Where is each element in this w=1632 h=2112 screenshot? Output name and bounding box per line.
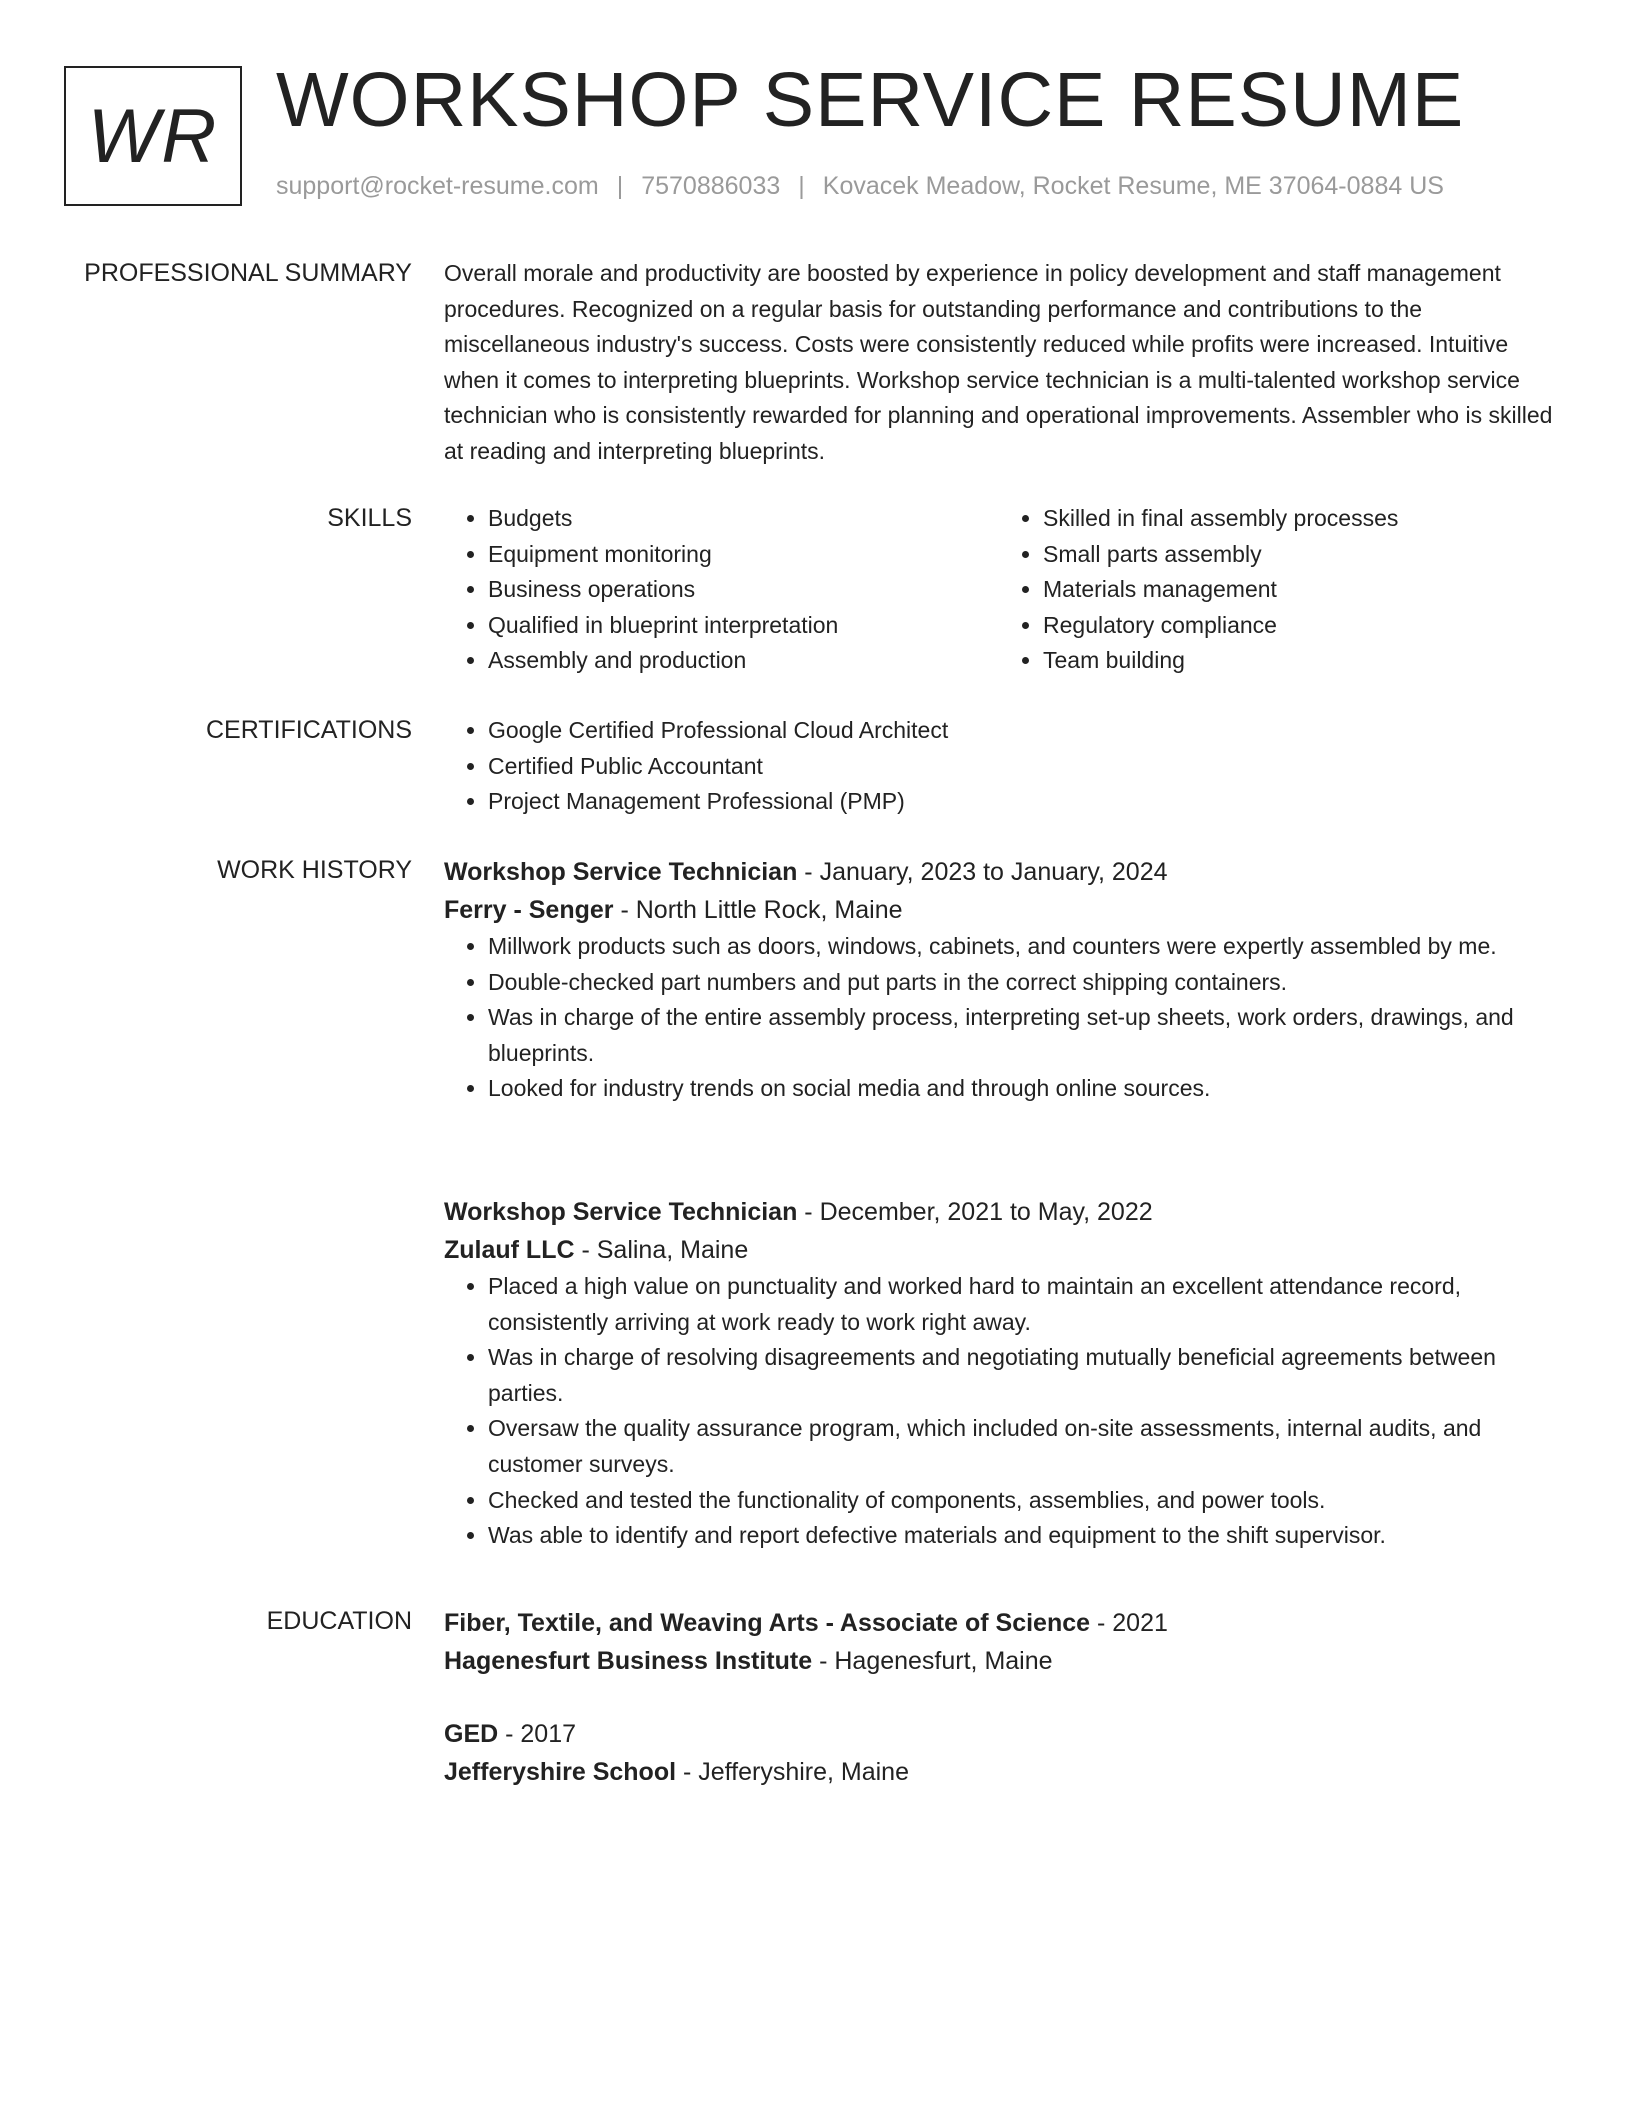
duty-item: • Double-checked part numbers and put parts in the correct shipping containers. [488,965,1554,1001]
certification-item: • Certified Public Accountant [488,749,1554,785]
job-company-line [444,891,1554,929]
skill-item: • Regulatory compliance [1043,608,1554,644]
job-company: Zulauf LLC [444,1236,575,1264]
education-school: Hagenesfurt Business Institute [444,1647,813,1675]
certification-item: • Google Certified Professional Cloud Architect [488,713,1554,749]
certification-item: • Project Management Professional (PMP) [488,784,1554,820]
work-history-label: WORK HISTORY [217,856,412,884]
education-degree: GED [444,1720,499,1748]
education-degree: Fiber, Textile, and Weaving Arts - Associate of Science [444,1609,1091,1637]
contact-email: support@rocket-resume.com [276,172,599,200]
education-degree-line [444,1604,1554,1642]
education-degree-line [444,1715,1554,1753]
job-title: Workshop Service Technician [444,858,798,886]
education-year: - 2017 [498,1720,577,1748]
duty-item: • Checked and tested the functionality of components, assemblies, and power tools. [488,1483,1554,1519]
certifications-label: CERTIFICATIONS [205,716,412,744]
skills-label: SKILLS [327,504,412,532]
job-duties [444,929,1554,1107]
education-school-line [444,1642,1554,1680]
summary-text: Overall morale and productivity are boosted by experience in policy development and staff management procedures. Recognized on a regular basis for outstanding performance and contributions to the miscellaneous industry's success. Costs were consistently reduced while profits were increased. Intuitive when it comes to interpreting blueprints. Workshop service technician is a multi-talented workshop service technician who is consistently rewarded for planning and operational improvements. Assembler who is skilled at reading and interpreting blueprints. [444,260,1553,464]
monogram-logo: WR [64,66,242,206]
job-title: Workshop Service Technician [444,1198,798,1226]
duty-item: • Was able to identify and report defective materials and equipment to the shift supervisor. [488,1518,1554,1554]
job-entry [444,853,1554,1107]
duty-item: • Was in charge of the entire assembly process, interpreting set-up sheets, work orders, drawings, and blueprints. [488,1000,1554,1071]
skill-item: • Small parts assembly [1043,537,1554,573]
duty-item: • Placed a high value on punctuality and worked hard to maintain an excellent attendance record, consistently arriving at work ready to work right away. [488,1269,1554,1340]
skill-item: • Qualified in blueprint interpretation [488,608,999,644]
duty-item: • Millwork products such as doors, windows, cabinets, and counters were expertly assembled by me. [488,929,1554,965]
skill-item: • Business operations [488,572,999,608]
job-title-line [444,853,1554,891]
education-location: - Jefferyshire, Maine [676,1758,909,1786]
skill-item: • Team building [1043,643,1554,679]
job-title-line [444,1193,1554,1231]
duty-item: • Looked for industry trends on social media and through online sources. [488,1071,1554,1107]
job-location: - Salina, Maine [574,1236,749,1264]
job-dates: - December, 2021 to May, 2022 [797,1198,1153,1226]
contact-line [276,172,1444,201]
skills-list-left [444,501,999,679]
contact-separator: | [798,172,805,200]
job-company: Ferry - Senger [444,896,614,924]
contact-phone: 7570886033 [641,172,781,200]
education-label: EDUCATION [266,1607,412,1635]
skill-item: • Budgets [488,501,999,537]
education-school-line [444,1753,1554,1791]
certifications-list [444,713,1554,820]
job-duties [444,1269,1554,1554]
skill-item: • Assembly and production [488,643,999,679]
education-entry [444,1715,1554,1791]
summary-label: PROFESSIONAL SUMMARY [84,259,412,287]
resume-title: WORKSHOP SERVICE RESUME [276,57,1465,143]
contact-address: Kovacek Meadow, Rocket Resume, ME 37064-0884 US [822,172,1444,200]
skills-list-right [999,501,1554,679]
job-company-line [444,1231,1554,1269]
education-school: Jefferyshire School [444,1758,677,1786]
skill-item: • Equipment monitoring [488,537,999,573]
duty-item: • Oversaw the quality assurance program, which included on-site assessments, internal audits, and customer surveys. [488,1411,1554,1482]
education-location: - Hagenesfurt, Maine [812,1647,1053,1675]
duty-item: • Was in charge of resolving disagreements and negotiating mutually beneficial agreements between parties. [488,1340,1554,1411]
job-location: - North Little Rock, Maine [613,896,903,924]
education-entry [444,1604,1554,1680]
job-dates: - January, 2023 to January, 2024 [797,858,1168,886]
education-year: - 2021 [1090,1609,1168,1637]
job-entry [444,1193,1554,1554]
contact-separator: | [616,172,624,200]
skill-item: • Skilled in final assembly processes [1043,501,1554,537]
skill-item: • Materials management [1043,572,1554,608]
